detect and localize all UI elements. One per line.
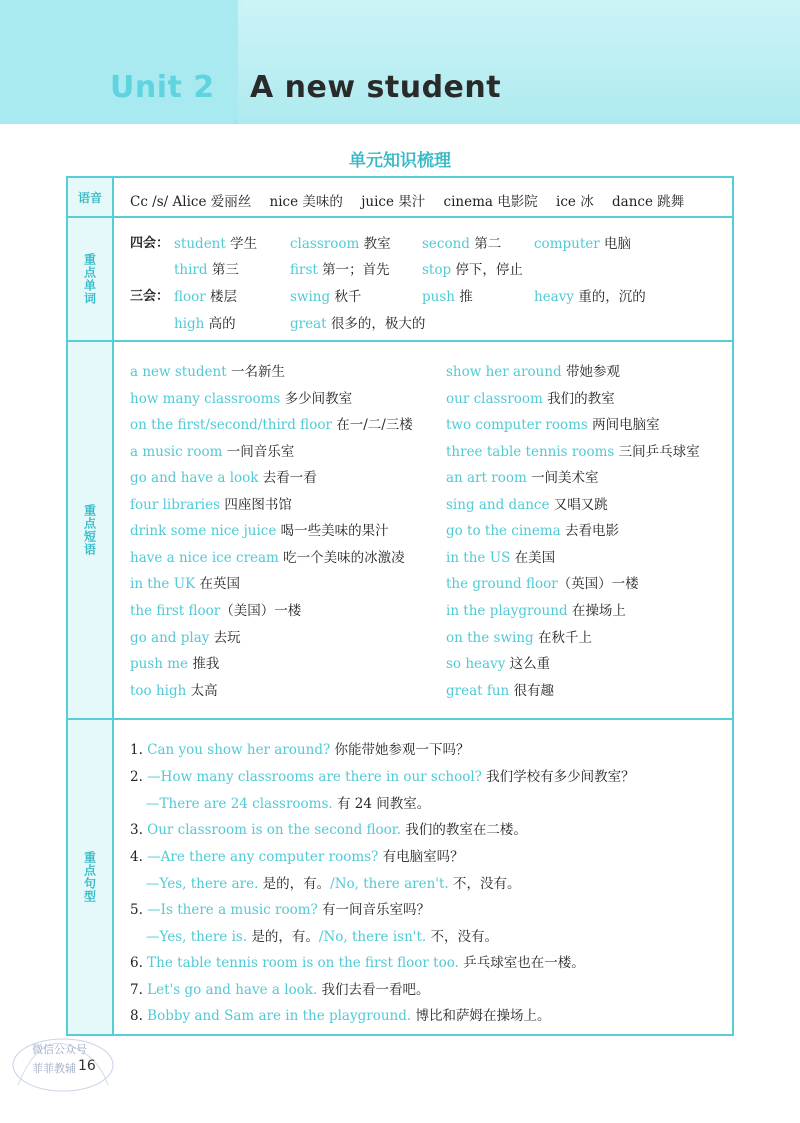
phrase-item: so heavy 这么重 (446, 656, 551, 672)
sentence-line: 1. Can you show her around? 你能带她参观一下吗？ (130, 742, 470, 758)
phrase-item: great fun 很有趣 (446, 683, 555, 699)
sentence-line: 2. —How many classrooms are there in our school? 我们学校有多少间教室？ (130, 769, 635, 785)
phrase-item: have a nice ice cream 吃一个美味的冰激凌 (130, 550, 405, 566)
phrase-item: on the swing 在秋千上 (446, 630, 592, 646)
phrase-item: too high 太高 (130, 683, 218, 699)
phrase-item: go to the cinema 去看电影 (446, 523, 620, 539)
phrase-item: on the first/second/third floor 在一/二/三楼 (130, 417, 413, 433)
unit-label: Unit 2 (110, 70, 215, 105)
knowledge-table (66, 176, 734, 1036)
pronunciation-label: 语音 (77, 190, 102, 205)
sentence-line: —Yes, there is. 是的，有。/No, there isn't. 不，没有。 (146, 929, 499, 945)
phrases-row (68, 342, 732, 720)
phrase-item: in the UK 在英国 (130, 576, 240, 592)
watermark-line2: 菲菲教辅 (32, 1062, 76, 1075)
phrase-item: our classroom 我们的教室 (446, 391, 615, 407)
three-skills-prefix: 三会： (130, 289, 170, 304)
pronunciation-row (68, 178, 732, 218)
pronunciation-content (130, 178, 724, 216)
vocabulary-label: 重点单词 (82, 253, 97, 305)
phrases-label: 重点短语 (82, 504, 97, 556)
vocab-item: third 第三 (174, 262, 239, 278)
phrase-item: drink some nice juice 喝一些美味的果汁 (130, 523, 389, 539)
vocab-item: high 高的 (174, 316, 236, 332)
vocab-item: computer 电脑 (534, 236, 631, 252)
phrase-item: in the US 在美国 (446, 550, 556, 566)
phrase-item: show her around 带她参观 (446, 364, 620, 380)
watermark-line1: 微信公众号 (32, 1043, 87, 1056)
sentence-line: —Yes, there are. 是的，有。/No, there aren't. 不，没有。 (146, 876, 521, 892)
sentence-line: 6. The table tennis room is on the first floor too. 乒乓球室也在一楼。 (130, 955, 585, 971)
vocab-item: second 第二 (422, 236, 502, 252)
pronunciation-label-cell (68, 178, 114, 216)
vocab-item: classroom 教室 (290, 236, 391, 252)
vocab-item: push 推 (422, 289, 473, 305)
phrases-label-cell (68, 342, 114, 718)
phrase-item: sing and dance 又唱又跳 (446, 497, 608, 513)
pron-item: dance 跳舞 (612, 194, 685, 210)
unit-title: A new student (250, 70, 502, 105)
phrase-item: the ground floor（英国）一楼 (446, 576, 639, 592)
vocab-item: heavy 重的，沉的 (534, 289, 646, 305)
phrase-item: three table tennis rooms 三间乒乓球室 (446, 444, 700, 460)
vocab-item: great 很多的，极大的 (290, 316, 426, 332)
phrase-item: two computer rooms 两间电脑室 (446, 417, 660, 433)
vocab-item: student 学生 (174, 236, 258, 252)
vocab-item: stop 停下，停止 (422, 262, 523, 278)
section-title: 单元知识梳理 (349, 151, 451, 171)
phrase-item: in the playground 在操场上 (446, 603, 626, 619)
phrase-item: how many classrooms 多少间教室 (130, 391, 353, 407)
phrase-item: four libraries 四座图书馆 (130, 497, 292, 513)
pron-item: juice 果汁 (361, 194, 426, 210)
sentences-label-cell (68, 720, 114, 1034)
pron-item: nice 美味的 (269, 194, 343, 210)
pron-item: Cc /s/ Alice 爱丽丝 (130, 194, 252, 210)
vocabulary-content (130, 218, 724, 340)
sentence-line: 3. Our classroom is on the second floor. 我们的教室在二楼。 (130, 822, 527, 838)
page-number: 16 (78, 1058, 96, 1074)
phrase-item: a music room 一间音乐室 (130, 444, 295, 460)
phrase-item: the first floor（美国）一楼 (130, 603, 302, 619)
header-right-panel (238, 0, 800, 124)
sentence-line: 7. Let's go and have a look. 我们去看一看吧。 (130, 982, 430, 998)
phrase-item: push me 推我 (130, 656, 220, 672)
sentence-line: 4. —Are there any computer rooms? 有电脑室吗？ (130, 849, 464, 865)
vocab-item: swing 秋千 (290, 289, 362, 305)
sentences-label: 重点句型 (82, 851, 97, 903)
sentence-line: 8. Bobby and Sam are in the playground. 博比和萨姆在操场上。 (130, 1008, 551, 1024)
phrase-item: an art room 一间美术室 (446, 470, 599, 486)
phrases-content (130, 342, 724, 718)
phrase-item: go and have a look 去看一看 (130, 470, 317, 486)
sentences-row (68, 720, 732, 1034)
sentence-line: —There are 24 classrooms. 有 24 间教室。 (146, 796, 431, 812)
sentences-content (130, 720, 724, 1034)
vocabulary-label-cell (68, 218, 114, 340)
pron-item: cinema 电影院 (443, 194, 538, 210)
vocab-item: first 第一；首先 (290, 262, 390, 278)
pronunciation-items (130, 190, 698, 210)
phrase-item: go and play 去玩 (130, 630, 241, 646)
header-tab (0, 0, 238, 124)
vocab-item: floor 楼层 (174, 289, 238, 305)
four-skills-prefix: 四会： (130, 236, 170, 251)
pron-item: ice 冰 (556, 194, 594, 210)
sentence-line: 5. —Is there a music room? 有一间音乐室吗？ (130, 902, 431, 918)
phrase-item: a new student 一名新生 (130, 364, 285, 380)
vocabulary-row (68, 218, 732, 342)
